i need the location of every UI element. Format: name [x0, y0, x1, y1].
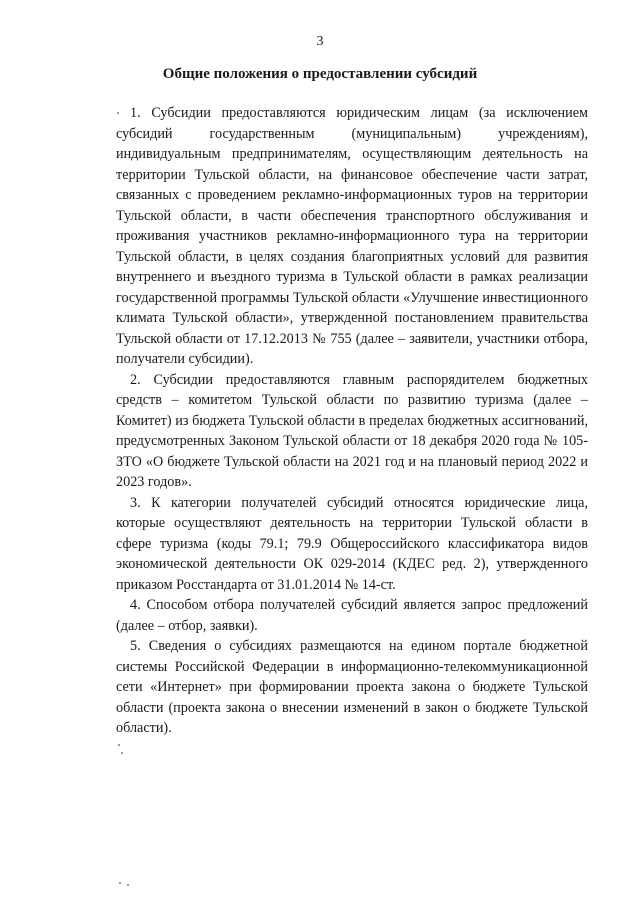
page-number: 3 — [316, 34, 324, 49]
section-heading: Общие положения о предоставлении субсидий — [162, 66, 478, 82]
paragraph-4: 4. Способом отбора получателей субсидий является запрос предложений (далее – отбор, заявки). — [116, 597, 588, 634]
body-text — [116, 103, 588, 739]
paragraph-3: 3. К категории получателей субсидий относятся юридические лица, которые осуществляют деятельность на территории Тульской области в сфере туризма (коды 79.1; 79.9 Общероссийского классификатора видов экономической деятельности ОК 029-2014 (КДЕС ред. 2), утвержденного приказом Росстандарта от 31.01.2014 № 14-ст. — [116, 494, 588, 593]
scan-speck — [118, 744, 120, 746]
scan-speck — [119, 882, 121, 884]
paragraph-1: 1. Субсидии предоставляются юридическим лицам (за исключением субсидий государственным (муниципальным) учреждениям), индивидуальным предпринимателям, осуществляющим деятельность на территории Тульской области, на финансовое обеспечение части затрат, связанных с проведением рекламно-информационных туров на территории Тульской области, в части обеспечения транспортного обслуживания и проживания участников рекламно-информационного тура на территории Тульской области, в целях создания благоприятных условий для развития внутреннего и въездного туризма в Тульской области в рамках реализации государственной программы Тульской области «Улучшение инвестиционного климата Тульской области», утвержденной постановлением правительства Тульской области от 17.12.2013 № 755 (далее – заявители, участники отбора, получатели субсидии). — [116, 105, 588, 367]
scan-speck — [121, 752, 123, 754]
scan-speck — [127, 884, 129, 886]
paragraph-5: 5. Сведения о субсидиях размещаются на едином портале бюджетной системы Российской Федерации в информационно-телекоммуникационной сети «Интернет» при формировании проекта закона о бюджете Тульской области (проекта закона о внесении изменений в закон о бюджете Тульской области). — [116, 638, 588, 736]
scan-speck — [117, 112, 119, 114]
paragraph-2: 2. Субсидии предоставляются главным распорядителем бюджетных средств – комитетом Тульской области по развитию туризма (далее – Комитет) из бюджета Тульской области в пределах бюджетных ассигнований, предусмотренных Законом Тульской области от 18 декабря 2020 года № 105-ЗТО «О бюджете Тульской области на 2021 год и на плановый период 2022 и 2023 годов». — [116, 371, 588, 490]
